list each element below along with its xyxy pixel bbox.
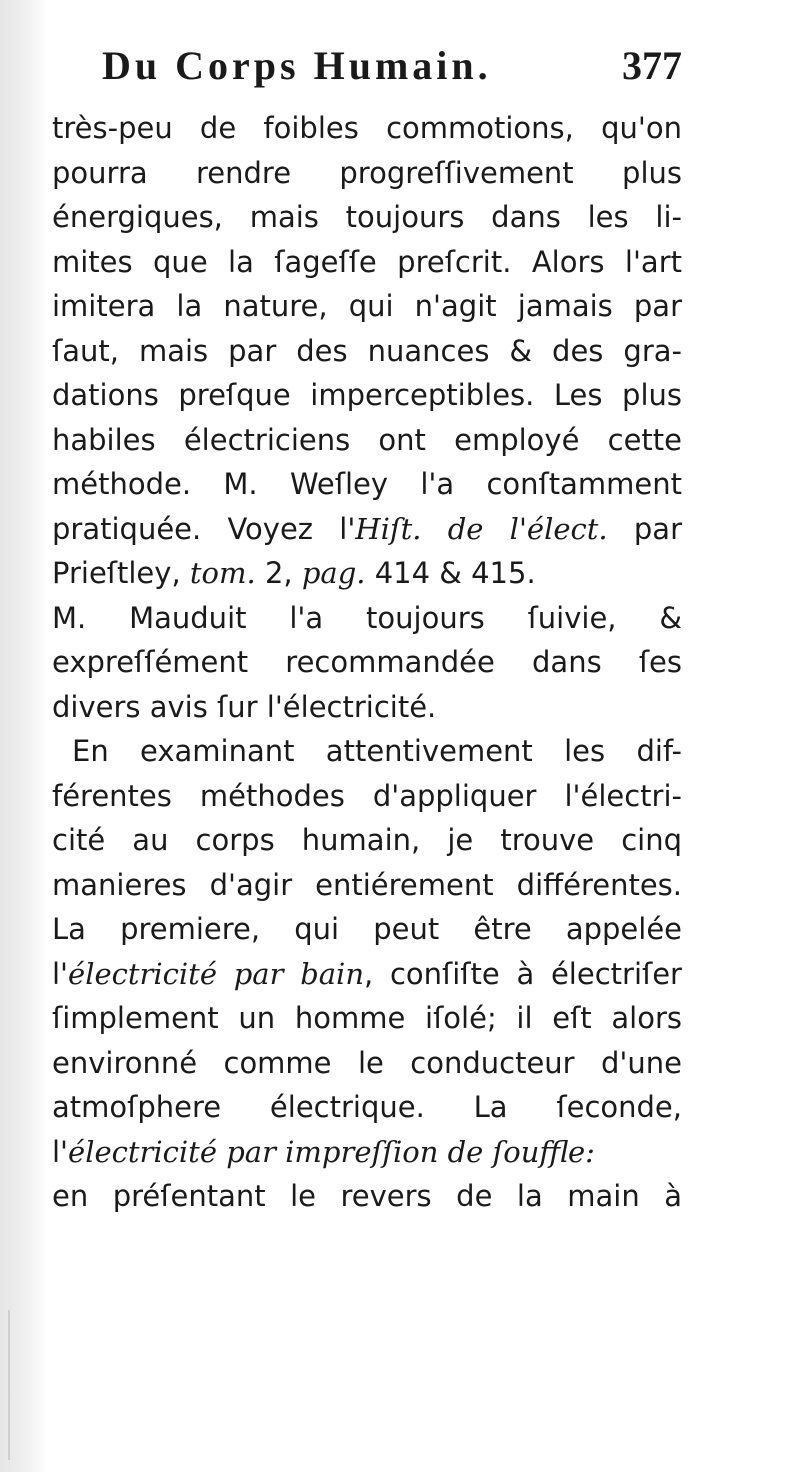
- text-line: ſimplement un homme iſolé; il eſt alors: [52, 1001, 682, 1035]
- text-segment: par: [607, 511, 682, 546]
- italic-term: électricité par impreſſion de ſouffle:: [68, 1134, 595, 1169]
- text-segment: 2,: [255, 556, 302, 590]
- page-body-text: [52, 106, 682, 1219]
- text-line-with-term: [52, 1130, 682, 1175]
- text-segment: 414 & 415.: [365, 556, 536, 590]
- text-line: férentes méthodes d'appliquer l'électri-: [52, 778, 682, 813]
- text-line: pourra rendre progreſſivement plus: [52, 155, 682, 190]
- italic-abbrev: tom.: [189, 556, 256, 590]
- text-line: cité au corps humain, je trouve cinq: [52, 823, 682, 857]
- running-header: [102, 42, 682, 98]
- text-segment: Prieſtley,: [52, 556, 190, 590]
- text-segment: l': [52, 1134, 69, 1169]
- text-line-with-term: [52, 952, 682, 997]
- text-segment: l': [52, 956, 69, 991]
- text-line: La premiere, qui peut être appelée: [52, 912, 682, 946]
- text-line: atmoſphere électrique. La ſeconde,: [52, 1090, 682, 1124]
- text-segment: , conſiſte à électriſer: [364, 956, 682, 991]
- text-line-with-citation: [52, 551, 682, 596]
- text-line: dations preſque imperceptibles. Les plus: [52, 378, 682, 412]
- text-line: imitera la nature, qui n'agit jamais par: [52, 289, 682, 323]
- italic-term: électricité par bain: [68, 956, 364, 991]
- running-title: Du Corps Humain.: [102, 43, 492, 88]
- italic-abbrev: pag.: [301, 556, 366, 590]
- text-line: divers avis ſur l'électricité.: [52, 689, 437, 724]
- text-line: très-peu de foibles commotions, qu'on: [52, 111, 682, 145]
- page-gutter-shadow: [0, 0, 46, 1472]
- text-line: ſaut, mais par des nuances & des gra-: [52, 333, 682, 368]
- text-line: énergiques, mais toujours dans les li-: [52, 200, 682, 234]
- text-line: expreſſément recommandée dans ſes: [52, 645, 682, 679]
- text-line: mites que la ſageſſe preſcrit. Alors l'art: [52, 244, 682, 279]
- text-line: méthode. M. Weſley l'a conſtamment: [52, 467, 682, 501]
- page-number: 377: [622, 43, 682, 88]
- text-line: M. Mauduit l'a toujours ſuivie, &: [52, 600, 682, 635]
- text-line: manieres d'agir entiérement différentes.: [52, 867, 682, 902]
- page-edge-mark: [8, 1310, 10, 1460]
- paragraph-start-line: En examinant attentivement les dif-: [72, 734, 682, 768]
- text-line: en préſentant le revers de la main à: [52, 1179, 682, 1213]
- text-segment: pratiquée. Voyez l': [52, 511, 356, 546]
- italic-citation: Hiſt. de l'élect.: [355, 511, 608, 546]
- text-line: habiles électriciens ont employé cette: [52, 422, 682, 457]
- text-line-with-citation: [52, 507, 682, 552]
- text-line: environné comme le conducteur d'une: [52, 1045, 682, 1080]
